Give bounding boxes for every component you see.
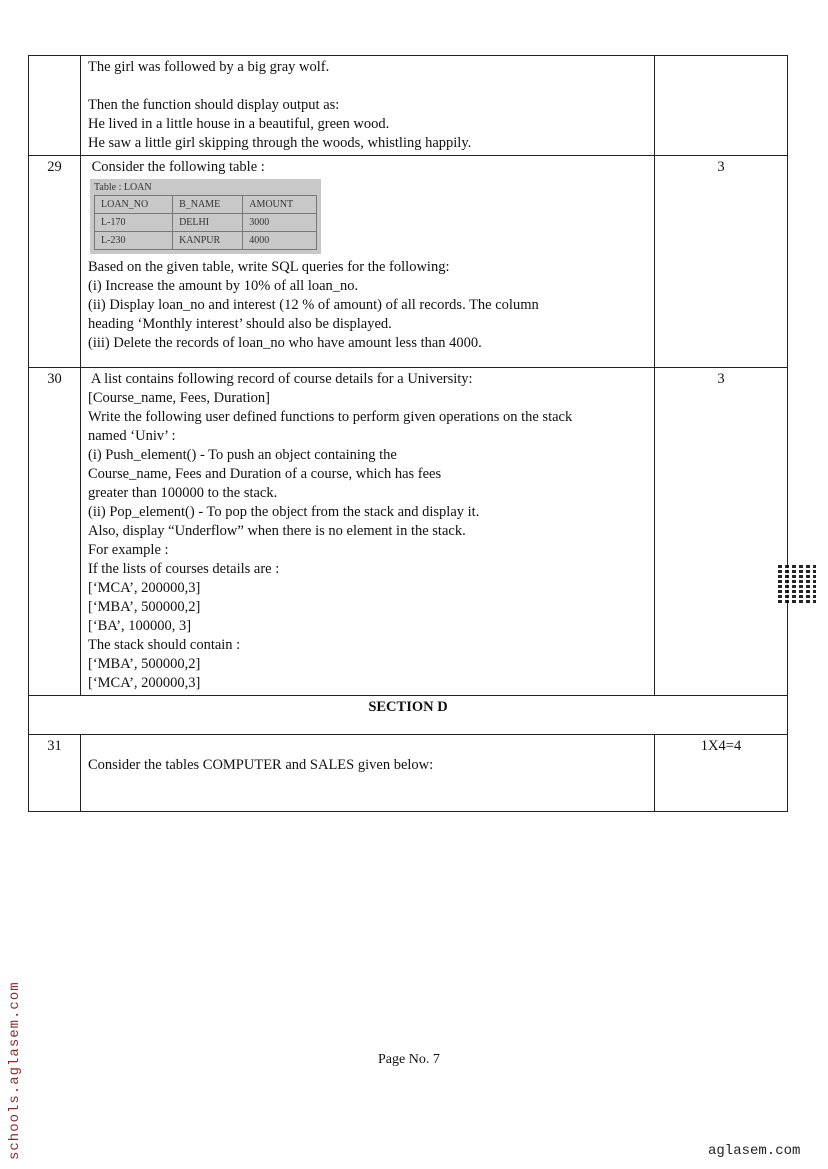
question-number: 29	[29, 156, 81, 368]
loan-header: LOAN_NO	[95, 196, 173, 214]
question-line: A list contains following record of course details for a University:	[88, 371, 473, 387]
loan-cell: KANPUR	[173, 232, 243, 250]
question-line: For example :	[88, 542, 169, 558]
question-line: (ii) Pop_element() - To pop the object from the stack and display it.	[88, 504, 480, 520]
loan-cell: 3000	[243, 214, 317, 232]
section-heading: SECTION D	[29, 696, 788, 735]
question-line: [Course_name, Fees, Duration]	[88, 390, 271, 406]
marks: 1X4=4	[655, 735, 788, 812]
question-line: (i) Push_element() - To push an object containing the	[88, 447, 397, 463]
question-line: heading ‘Monthly interest’ should also be displayed.	[88, 316, 392, 332]
question-line: The stack should contain :	[88, 637, 241, 653]
question-line: [‘MBA’, 500000,2]	[88, 656, 201, 672]
qr-code-icon	[778, 565, 816, 603]
loan-cell: DELHI	[173, 214, 243, 232]
question-line: [‘MCA’, 200000,3]	[88, 580, 201, 596]
question-row-continued	[29, 56, 788, 156]
question-number	[29, 56, 81, 156]
marks	[655, 56, 788, 156]
loan-cell: L-170	[95, 214, 173, 232]
question-number: 31	[29, 735, 81, 812]
question-line: named ‘Univ’ :	[88, 428, 176, 444]
question-line: [‘MCA’, 200000,3]	[88, 675, 201, 691]
question-line: He lived in a little house in a beautiful, green wood.	[88, 116, 390, 132]
question-line: [‘MBA’, 500000,2]	[88, 599, 201, 615]
question-line: Based on the given table, write SQL queries for the following:	[88, 259, 450, 275]
question-line: [‘BA’, 100000, 3]	[88, 618, 192, 634]
loan-header: AMOUNT	[243, 196, 317, 214]
question-row-31	[29, 735, 788, 812]
watermark-left: schools.aglasem.com	[7, 981, 23, 1160]
question-line: Also, display “Underflow” when there is no element in the stack.	[88, 523, 466, 539]
loan-table-caption: Table : LOAN	[94, 182, 152, 193]
question-text	[81, 56, 655, 156]
question-row-29	[29, 156, 788, 368]
question-line: Course_name, Fees and Duration of a course, which has fees	[88, 466, 442, 482]
question-line: greater than 100000 to the stack.	[88, 485, 278, 501]
question-number: 30	[29, 368, 81, 696]
question-line: (ii) Display loan_no and interest (12 % of amount) of all records. The column	[88, 297, 539, 313]
question-line: The girl was followed by a big gray wolf.	[88, 59, 330, 75]
questions-table	[28, 55, 788, 812]
watermark-right: aglasem.com	[708, 1143, 801, 1159]
question-line: (i) Increase the amount by 10% of all loan_no.	[88, 278, 359, 294]
question-line	[88, 77, 647, 96]
loan-header: B_NAME	[173, 196, 243, 214]
question-line: Then the function should display output as:	[88, 97, 340, 113]
question-row-30	[29, 368, 788, 696]
loan-cell: 4000	[243, 232, 317, 250]
question-text	[81, 735, 655, 812]
marks: 3	[655, 368, 788, 696]
question-line: Write the following user defined functions to perform given operations on the stack	[88, 409, 573, 425]
question-intro: Consider the following table :	[88, 159, 265, 175]
question-text	[81, 156, 655, 368]
loan-table-image	[90, 179, 321, 254]
question-line: Consider the tables COMPUTER and SALES given below:	[88, 757, 434, 773]
loan-cell: L-230	[95, 232, 173, 250]
marks: 3	[655, 156, 788, 368]
question-line: He saw a little girl skipping through the woods, whistling happily.	[88, 135, 472, 151]
page-number: Page No. 7	[378, 1052, 440, 1067]
question-line: (iii) Delete the records of loan_no who have amount less than 4000.	[88, 335, 482, 351]
question-line: If the lists of courses details are :	[88, 561, 280, 577]
question-text	[81, 368, 655, 696]
